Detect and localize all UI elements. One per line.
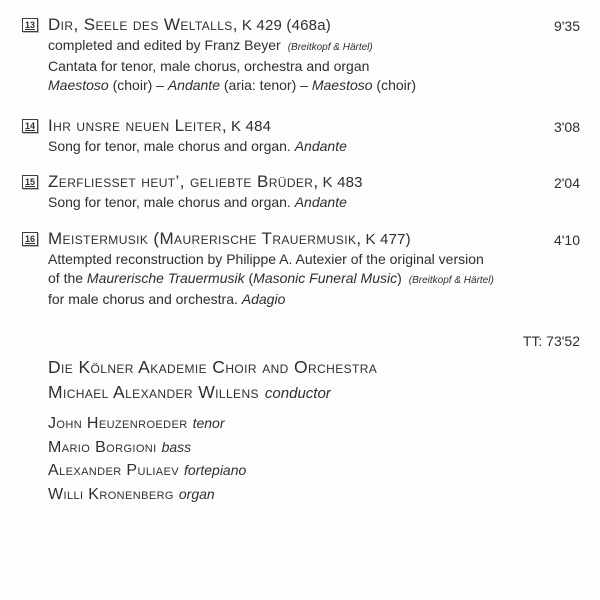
track-detail-text: Maestoso (48, 77, 109, 93)
track-detail-text: Cantata for tenor, male chorus, orchestra and organ (48, 58, 370, 74)
track-title (48, 172, 524, 193)
soloist-row (48, 459, 580, 483)
soloist-name: Alexander Puliaev (48, 462, 180, 479)
track-detail-text: Maestoso (311, 77, 373, 93)
track-detail-text: Song for tenor, male chorus and organ. (48, 194, 295, 210)
total-time: TT: 73'52 (522, 333, 580, 349)
soloist-row (48, 436, 580, 460)
soloist-role: organ (178, 485, 215, 502)
track-duration: 9'35 (553, 18, 580, 34)
track-detail-text: (Breitkopf & Härtel) (408, 275, 494, 286)
track-title (48, 229, 524, 250)
track-detail-line (48, 269, 524, 290)
track-detail-text: (choir) – (108, 77, 168, 93)
track-detail-text: ) (397, 270, 402, 286)
track-detail-text: of the (48, 270, 87, 286)
track-detail-line (48, 76, 524, 95)
track-duration: 3'08 (553, 119, 580, 135)
track-title (48, 15, 524, 36)
track-duration: 2'04 (553, 175, 580, 191)
soloists-block (48, 412, 580, 506)
soloist-row (48, 412, 580, 436)
track-main (48, 172, 524, 212)
track-catalog-number: K 429 (468a) (241, 17, 331, 34)
track-detail-line (48, 36, 524, 57)
track-title-text: Ihr unsre neuen Leiter, (48, 116, 227, 135)
track-detail-text: Song for tenor, male chorus and organ. (48, 138, 295, 154)
track-main (48, 15, 524, 95)
track-detail-text: completed and edited by Franz Beyer (48, 37, 281, 53)
track-number-cell (22, 116, 48, 133)
track-number-cell (22, 172, 48, 189)
track-row (22, 229, 580, 309)
soloist-role: tenor (192, 415, 225, 431)
ensemble-name: Die Kölner Akademie Choir and Orchestra (48, 357, 378, 377)
track-number-badge: 15 (22, 175, 38, 189)
track-title-text: Dir, Seele des Weltalls, (48, 15, 238, 34)
track-catalog-number: K 483 (322, 174, 363, 191)
track-number-badge: 13 (22, 18, 38, 32)
soloist-role: bass (161, 438, 192, 455)
conductor-line (48, 380, 580, 406)
track-detail-text: Attempted reconstruction by Philippe A. Autexier of the original version (48, 251, 484, 267)
track-detail-text: (aria: tenor) – (220, 77, 312, 93)
soloist-role: fortepiano (184, 462, 247, 478)
conductor-role: conductor (264, 385, 331, 402)
track-detail-line (48, 137, 524, 156)
track-details (48, 137, 524, 156)
track-title-text: Meistermusik (Maurerische Trauermusik, (48, 229, 362, 248)
track-catalog-number: K 477) (365, 231, 411, 248)
track-details (48, 250, 524, 309)
track-detail-text: Maurerische Trauermusik (86, 270, 245, 286)
soloist-name: John Heuzenroeder (48, 415, 188, 432)
track-number-cell (22, 15, 48, 32)
track-row (22, 172, 580, 212)
track-details (48, 36, 524, 95)
track-title (48, 116, 524, 137)
track-detail-text: Andante (167, 77, 220, 93)
track-details (48, 193, 524, 212)
track-duration: 4'10 (553, 232, 580, 248)
track-detail-line (48, 193, 524, 212)
track-detail-line (48, 57, 524, 76)
track-detail-text: Andante (294, 138, 347, 154)
track-detail-text: Andante (294, 194, 347, 210)
track-detail-text: (choir) (372, 77, 417, 93)
soloist-name: Mario Borgioni (48, 438, 157, 456)
track-detail-text: Masonic Funeral Music (253, 270, 398, 286)
credits-block (48, 355, 580, 406)
soloist-name: Willi Kronenberg (48, 485, 174, 503)
track-number-badge: 14 (22, 119, 38, 133)
soloist-row (48, 483, 580, 507)
track-row (22, 15, 580, 95)
track-title-text: Zerfliesset heut’, geliebte Brüder, (48, 172, 319, 191)
conductor-name: Michael Alexander Willens (48, 382, 259, 402)
track-catalog-number: K 484 (230, 118, 272, 135)
track-detail-line (48, 290, 524, 309)
track-number-badge: 16 (22, 232, 38, 246)
track-main (48, 116, 524, 156)
track-detail-text: ( (244, 270, 254, 286)
track-detail-text: (Breitkopf & Härtel) (287, 42, 373, 53)
track-detail-text: Adagio (241, 291, 286, 307)
track-detail-line (48, 250, 524, 269)
track-number-cell (22, 229, 48, 246)
track-main (48, 229, 524, 309)
track-detail-text: for male chorus and orchestra. (48, 291, 242, 307)
track-row (22, 116, 580, 156)
